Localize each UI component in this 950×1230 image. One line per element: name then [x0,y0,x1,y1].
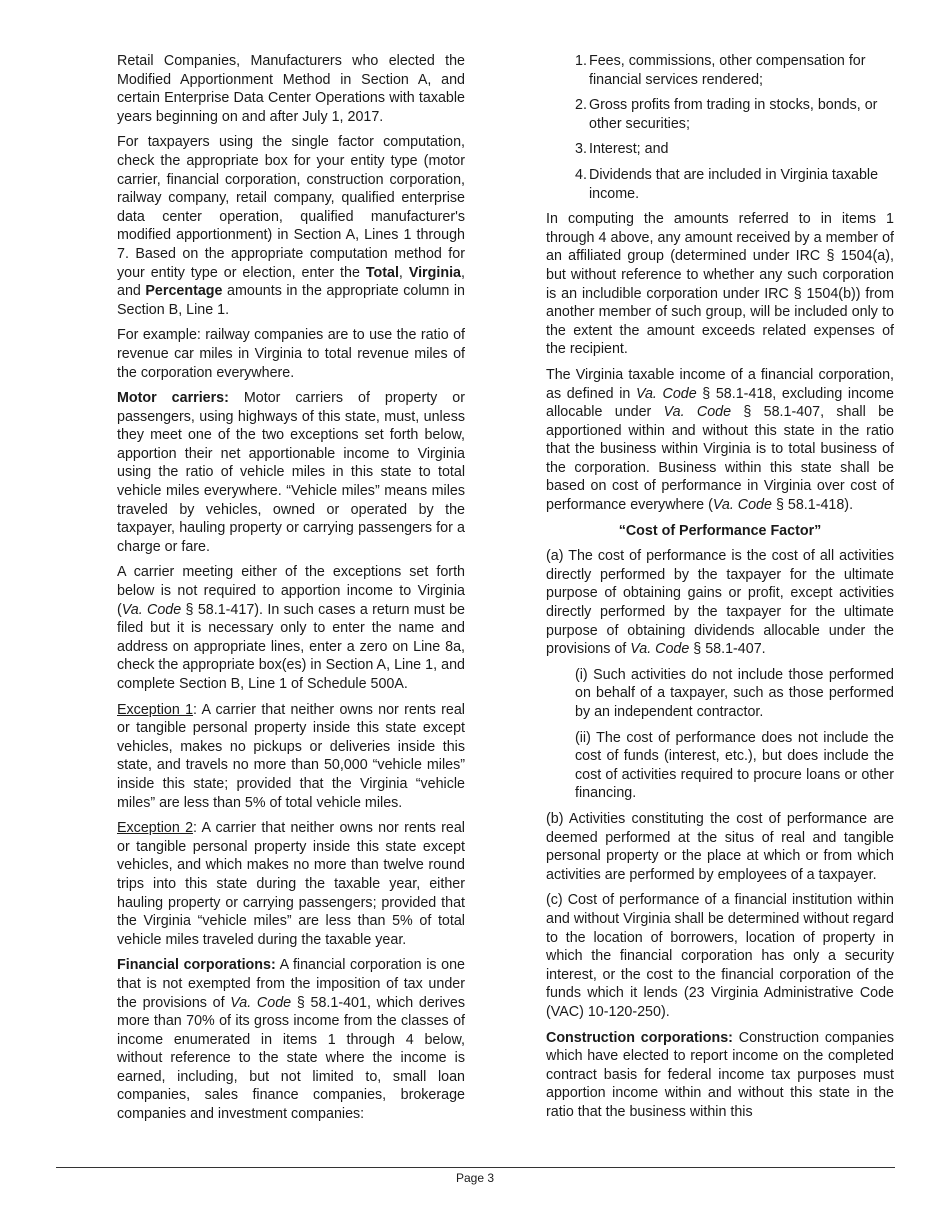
carrier-exceptions-paragraph [117,563,465,693]
income-classes-list [546,52,894,203]
exception-2-heading: Exception 2 [117,820,194,837]
financial-corporations-paragraph [117,956,465,1123]
exception-1-paragraph [117,701,465,813]
text-run: A carrier meeting either of the exceptions set forth below is not required to apportion income to Virginia ( [117,564,465,618]
va-code-ref: Va. Code [635,385,697,402]
motor-carriers-heading: Motor carriers: [117,390,229,407]
text-run: Motor carriers of property or passengers, using highways of this state, must, unless they meet one of the two exceptions set forth below, apportion their net apportionable income to Virginia using the ratio of vehicle miles in this state to total vehicle miles everywhere. “Vehicle miles” means miles traveled by vehicles, owned or operated by the taxpayer, hauling property or carrying passengers for a charge or fare. [117,390,466,555]
text-run: The Virginia taxable income of a financial corporation, as defined in [546,366,894,402]
list-text: Interest; and [589,141,669,158]
intro-paragraph: Retail Companies, Manufacturers who elected the Modified Apportionment Method in Section A, and certain Enterprise Data Center Operations with taxable years beginning on and after July 1, 2017. [117,53,465,125]
va-code-ref: Va. Code [121,601,182,618]
va-code-ref: Va. Code [630,641,690,658]
affiliated-group-paragraph: In computing the amounts referred to in items 1 through 4 above, any amount received by a member of an affiliated group (determined under IRC § 1504(a), but without reference to whether any such corporation is an includible corporation under IRC § 1504(b)) from another member of such group, will be included only to the extent the amount exceeds related expenses of the recipient. [546,211,894,358]
va-code-ref: Va. Code [712,497,772,514]
text-run: , [398,264,409,281]
left-column [117,52,465,1131]
list-number: 4. [575,166,587,183]
list-item [575,52,894,89]
list-text: Gross profits from trading in stocks, bonds, or other securities; [589,97,878,132]
text-run: For taxpayers using the single factor computation, check the appropriate box for your entity type (motor carrier, financial corporation, construction corporation, railway company, retail company, qualified enterprise data center operation, qualified manufacturer's modified apportionment) in Section A, Lines 1 through 7. Based on the appropriate computation method for your entity type or election, enter the [117,134,465,281]
text-run: § 58.1-417). In such cases a return must be filed but it is necessary only to enter the name and address on appropriate lines, enter a zero on Line 8a, check the appropriate box(es) in Section A, Line 1, and complete Section B, Line 1 of Schedule 500A. [117,601,465,692]
list-item [575,96,894,133]
total-term: Total [365,264,399,281]
list-number: 2. [575,97,587,114]
text-run: (a) The cost of performance is the cost of all activities directly performed by the taxpayer for the ultimate purpose of obtaining gains or profit, except activities directly performed by the taxpayer for the ultimate purpose of obtaining dividends allocable under the provisions of [546,548,894,658]
va-code-ref: Va. Code [230,994,292,1011]
list-text: Fees, commissions, other compensation for financial services rendered; [589,53,866,88]
percentage-term: Percentage [145,283,223,300]
text-run: amounts in the appropriate column in Section B, Line 1. [117,283,466,318]
virginia-term: Virginia [408,264,461,281]
construction-corporations-heading: Construction corporations: [546,1029,733,1046]
text-run: : A carrier that neither owns nor rents real or tangible personal property inside this state except vehicles, and which makes no more than twelve round trips into this state during the taxable year, either hauling property or carrying passengers; provided that the Virginia “vehicle miles” are less than 5% of total vehicle miles traveled during the taxable year. [117,820,465,948]
cost-subparagraph-i: (i) Such activities do not include those performed on behalf of a taxpayer, such as those performed by an independent contractor. [575,666,894,720]
footer-divider [56,1167,895,1168]
example-paragraph: For example: railway companies are to use the ratio of revenue car miles in Virginia to total revenue miles of the corporation everywhere. [117,327,465,381]
cost-paragraph-a [546,547,894,659]
list-number: 3. [575,141,587,158]
text-run: § 58.1-407, shall be apportioned within and without this state in the ratio that the business within Virginia is to total business of the corporation. Business within this state shall be based on cost of performance in Virginia over cost of performance everywhere ( [546,404,894,514]
exception-2-paragraph [117,819,465,949]
exception-1-heading: Exception 1 [117,701,194,718]
page-number: Page 3 [455,1171,495,1185]
list-item [575,166,894,203]
text-run: § 58.1-401, which derives more than 70% of its gross income from the classes of income enumerated in items 1 through 4 below, without reference to the state where the income is earned, including, but not limited to, small loan companies, sales finance companies, brokerage companies and investment companies: [117,994,465,1123]
taxable-income-paragraph [546,366,894,515]
list-text: Dividends that are included in Virginia taxable income. [589,166,879,202]
cost-paragraph-c: (c) Cost of performance of a financial institution within and without Virginia shall be determined without regard to the location of borrowers, location of property in which the financial corporation has only a security interest, or the cost to the financial corporation of the funds which it lends (23 Virginia Administrative Code (VAC) 10-120-250). [546,892,894,1020]
financial-corporations-heading: Financial corporations: [117,957,276,974]
construction-corporations-paragraph [546,1029,894,1122]
right-column [546,52,894,1128]
text-run: : A carrier that neither owns nor rents real or tangible personal property inside this state except vehicles, makes no pickups or deliveries inside this state, and travels no more than 50,000 “vehicle miles” inside this state; provided that the Virginia “vehicle miles” are less than 5% of total vehicle miles. [117,701,465,811]
text-run: § 58.1-418). [771,497,854,514]
text-run: , and [117,264,465,300]
cost-paragraph-b: (b) Activities constituting the cost of performance are deemed performed at the situs of real and tangible personal property or the place at which or from which activities are performed by employees of a taxpayer. [546,810,894,883]
cost-subparagraph-ii: (ii) The cost of performance does not include the cost of funds (interest, etc.), but does include the cost of activities required to procure loans or other financing. [575,729,894,802]
single-factor-paragraph [117,133,465,319]
cost-of-performance-heading: “Cost of Performance Factor” [618,522,822,539]
text-run: A financial corporation is one that is not exempted from the imposition of tax under the provisions of [117,957,465,1011]
list-item [575,140,894,159]
va-code-ref: Va. Code [663,404,732,421]
text-run: § 58.1-407. [689,641,766,658]
list-number: 1. [575,53,587,69]
text-run: § 58.1-418, excluding income allocable under [546,385,894,421]
motor-carriers-paragraph [117,389,465,556]
text-run: Construction companies which have elected to report income on the completed contract basis for federal income tax purposes must apportion income within and without this state in the ratio that the business within this [546,1029,894,1120]
